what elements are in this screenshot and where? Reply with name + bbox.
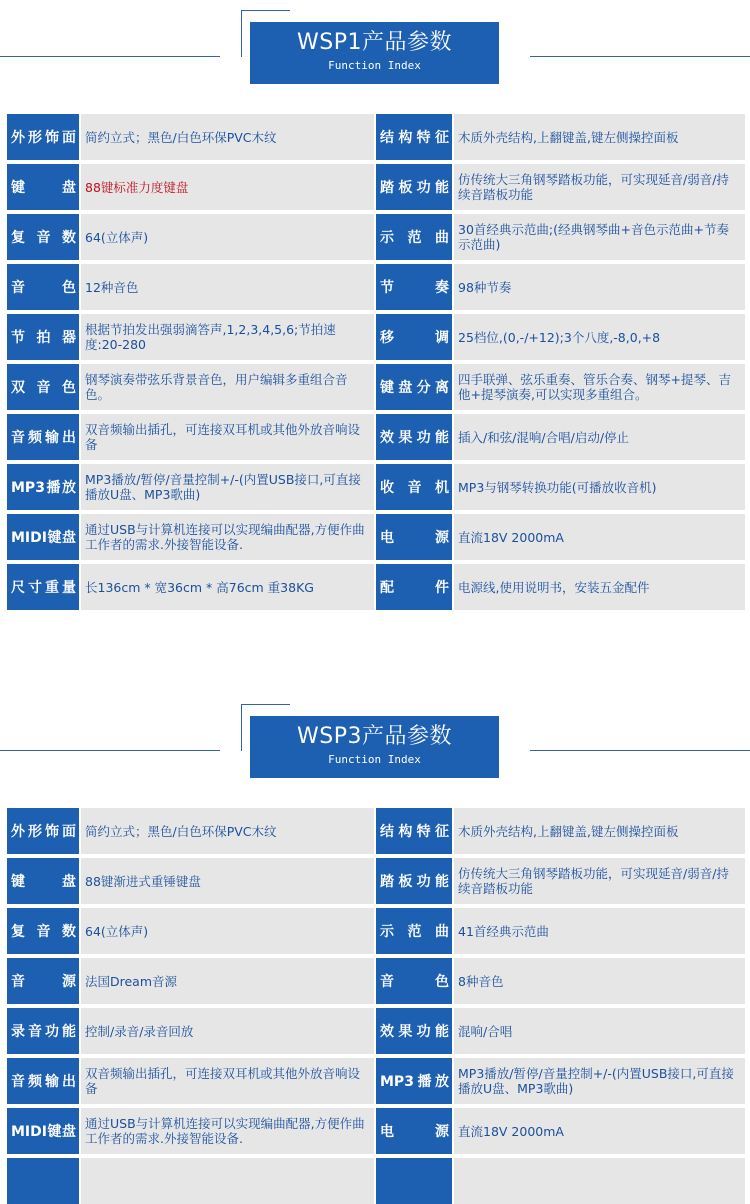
spec-label-text: MP3播放 bbox=[11, 480, 76, 496]
spec-label-text: MIDI键盘 bbox=[11, 530, 76, 546]
spec-label-text: 音色 bbox=[11, 280, 76, 296]
spec-value bbox=[454, 114, 745, 160]
spec-label bbox=[7, 414, 79, 460]
spec-value bbox=[454, 414, 745, 460]
spec-label-text: 节拍器 bbox=[11, 330, 76, 346]
spec-value bbox=[81, 908, 374, 954]
spec-value bbox=[81, 564, 374, 610]
spec-label bbox=[7, 808, 79, 854]
spec-label-text: 外形饰面 bbox=[11, 824, 76, 840]
spec-value-text: 双音频输出插孔，可连接双耳机或其他外放音响设备 bbox=[85, 422, 361, 452]
spec-row bbox=[7, 214, 745, 260]
spec-label-text: 示范曲 bbox=[380, 230, 449, 246]
spec-label-text: 复音数 bbox=[11, 924, 76, 940]
spec-label-text: 音频输出 bbox=[11, 430, 76, 446]
spec-label bbox=[7, 958, 79, 1004]
spec-row bbox=[7, 1058, 745, 1104]
spec-label bbox=[7, 1158, 79, 1204]
divider-line-right bbox=[530, 56, 750, 57]
spec-value-text: 简约立式；黑色/白色环保PVC木纹 bbox=[85, 823, 277, 839]
spec-row bbox=[7, 264, 745, 310]
spec-value bbox=[454, 858, 745, 904]
spec-value-text: 简约立式；黑色/白色环保PVC木纹 bbox=[85, 129, 277, 145]
spec-value-text: 30首经典示范曲;(经典钢琴曲+音色示范曲+节奏示范曲) bbox=[458, 222, 729, 252]
spec-value bbox=[454, 214, 745, 260]
spec-label bbox=[376, 908, 452, 954]
spec-label-text: 结构特征 bbox=[380, 130, 449, 146]
spec-label-text: 踏板功能 bbox=[380, 874, 449, 890]
spec-value bbox=[81, 858, 374, 904]
spec-value bbox=[81, 1058, 374, 1104]
spec-value bbox=[81, 314, 374, 360]
spec-row bbox=[7, 314, 745, 360]
spec-row bbox=[7, 958, 745, 1004]
spec-value-text: 98种节奏 bbox=[458, 279, 512, 295]
spec-label bbox=[376, 464, 452, 510]
spec-value bbox=[454, 808, 745, 854]
spec-row bbox=[7, 1108, 745, 1154]
spec-value bbox=[454, 514, 745, 560]
spec-label bbox=[376, 314, 452, 360]
spec-row bbox=[7, 564, 745, 610]
spec-value bbox=[454, 908, 745, 954]
spec-value bbox=[454, 958, 745, 1004]
spec-label bbox=[7, 1108, 79, 1154]
spec-label bbox=[7, 908, 79, 954]
spec-value-text: 通过USB与计算机连接可以实现编曲配器,方便作曲工作者的需求.外接智能设备. bbox=[85, 1116, 365, 1146]
spec-label bbox=[7, 564, 79, 610]
spec-label-text: 结构特征 bbox=[380, 824, 449, 840]
spec-value-text: 通过USB与计算机连接可以实现编曲配器,方便作曲工作者的需求.外接智能设备. bbox=[85, 522, 365, 552]
wsp3-title: WSP3产品参数 bbox=[297, 724, 452, 749]
spec-label-text: 电源 bbox=[380, 1124, 449, 1140]
spec-label bbox=[376, 514, 452, 560]
spec-label-text: 踏板功能 bbox=[380, 180, 449, 196]
spec-label bbox=[376, 164, 452, 210]
spec-value-text: MP3播放/暂停/音量控制+/-(内置USB接口,可直接播放U盘、MP3歌曲) bbox=[85, 472, 361, 502]
spec-label-text: 效果功能 bbox=[380, 1024, 449, 1040]
spec-label bbox=[7, 1058, 79, 1104]
spec-row bbox=[7, 414, 745, 460]
spec-value bbox=[81, 958, 374, 1004]
spec-label bbox=[376, 564, 452, 610]
spec-label bbox=[376, 1058, 452, 1104]
spec-label bbox=[7, 164, 79, 210]
spec-value-text: 木质外壳结构,上翻键盖,键左侧操控面板 bbox=[458, 129, 679, 145]
spec-value-text: 41首经典示范曲 bbox=[458, 923, 549, 939]
spec-value-text: 插入/和弦/混响/合唱/启动/停止 bbox=[458, 429, 630, 445]
spec-value-text: 电源线,使用说明书，安装五金配件 bbox=[458, 579, 650, 595]
spec-value-text: 仿传统大三角钢琴踏板功能，可实现延音/弱音/持续音踏板功能 bbox=[458, 866, 729, 896]
spec-value bbox=[454, 314, 745, 360]
spec-value-text: 木质外壳结构,上翻键盖,键左侧操控面板 bbox=[458, 823, 679, 839]
spec-value-text: 双音频输出插孔，可连接双耳机或其他外放音响设备 bbox=[85, 1066, 361, 1096]
spec-label bbox=[7, 1008, 79, 1054]
spec-value bbox=[81, 1158, 374, 1204]
spec-value-text: 四手联弹、弦乐重奏、管乐合奏、钢琴+提琴、吉他+提琴演奏,可以实现多重组合。 bbox=[458, 372, 731, 402]
spec-label bbox=[7, 858, 79, 904]
spec-value-text: MP3播放/暂停/音量控制+/-(内置USB接口,可直接播放U盘、MP3歌曲) bbox=[458, 1066, 734, 1096]
spec-row bbox=[7, 364, 745, 410]
spec-label bbox=[376, 414, 452, 460]
spec-label-text: 音源 bbox=[11, 974, 76, 990]
spec-value-text: 混响/合唱 bbox=[458, 1023, 513, 1039]
spec-label-text: 外形饰面 bbox=[11, 130, 76, 146]
spec-label-text: 尺寸重量 bbox=[11, 580, 76, 596]
spec-value-text: 8种音色 bbox=[458, 973, 504, 989]
spec-value bbox=[81, 1008, 374, 1054]
spec-value-text: 12种音色 bbox=[85, 279, 139, 295]
spec-value bbox=[81, 514, 374, 560]
spec-label bbox=[376, 1108, 452, 1154]
spec-value bbox=[81, 264, 374, 310]
spec-label bbox=[376, 264, 452, 310]
spec-value bbox=[454, 364, 745, 410]
spec-value bbox=[81, 414, 374, 460]
wsp1-title-box bbox=[250, 22, 499, 84]
spec-label bbox=[7, 264, 79, 310]
wsp1-subtitle: Function Index bbox=[328, 59, 421, 72]
spec-value bbox=[81, 1108, 374, 1154]
wsp3-title-box bbox=[250, 716, 499, 778]
spec-label-text: MP3播放 bbox=[380, 1074, 449, 1090]
spec-value-text: 法国Dream音源 bbox=[85, 973, 178, 989]
spec-row bbox=[7, 464, 745, 510]
spec-value-text: 控制/录音/录音回放 bbox=[85, 1023, 194, 1039]
spec-row bbox=[7, 1008, 745, 1054]
spec-row bbox=[7, 858, 745, 904]
spec-label bbox=[376, 858, 452, 904]
spec-label-text: 电源 bbox=[380, 530, 449, 546]
spec-value bbox=[81, 364, 374, 410]
spec-label-text: 录音功能 bbox=[11, 1024, 76, 1040]
divider-line-right bbox=[530, 750, 750, 751]
spec-label bbox=[7, 514, 79, 560]
spec-row bbox=[7, 908, 745, 954]
spec-label-text: 收音机 bbox=[380, 480, 449, 496]
spec-label-text: 节奏 bbox=[380, 280, 449, 296]
spec-value-text: 25档位,(0,-/+12);3个八度,-8,0,+8 bbox=[458, 329, 661, 345]
wsp3-section bbox=[0, 694, 750, 1146]
wsp1-section bbox=[0, 0, 750, 596]
spec-label-text: 键盘 bbox=[11, 874, 76, 890]
spec-label-text: 音色 bbox=[380, 974, 449, 990]
wsp3-subtitle: Function Index bbox=[328, 753, 421, 766]
spec-value-text: 88键渐进式重锤键盘 bbox=[85, 873, 201, 889]
spec-label bbox=[376, 1008, 452, 1054]
spec-label-text: 配件 bbox=[380, 580, 449, 596]
spec-value-text: 88键标准力度键盘 bbox=[85, 179, 189, 195]
spec-label bbox=[7, 214, 79, 260]
spec-value-text: MP3与钢琴转换功能(可播放收音机) bbox=[458, 479, 657, 495]
spec-value bbox=[81, 808, 374, 854]
spec-label-text: 音频输出 bbox=[11, 1074, 76, 1090]
spec-label-text: 示范曲 bbox=[380, 924, 449, 940]
spec-value-text: 根据节拍发出强弱滴答声,1,2,3,4,5,6;节拍速度:20-280 bbox=[85, 322, 336, 352]
spec-value-text: 长136cm * 宽36cm * 高76cm 重38KG bbox=[85, 579, 314, 595]
spec-value-text: 仿传统大三角钢琴踏板功能，可实现延音/弱音/持续音踏板功能 bbox=[458, 172, 729, 202]
spec-value bbox=[454, 564, 745, 610]
spec-label-text: 双音色 bbox=[11, 380, 76, 396]
spec-label bbox=[376, 958, 452, 1004]
spec-label-text: 效果功能 bbox=[380, 430, 449, 446]
spec-label-text: 移调 bbox=[380, 330, 449, 346]
spec-value-text: 直流18V 2000mA bbox=[458, 1123, 564, 1139]
spec-value-text: 钢琴演奏带弦乐背景音色，用户编辑多重组合音色。 bbox=[85, 372, 348, 402]
spec-value bbox=[454, 1008, 745, 1054]
spec-label-text: 键盘分离 bbox=[380, 380, 449, 396]
spec-value bbox=[81, 114, 374, 160]
spec-row bbox=[7, 808, 745, 854]
spec-label bbox=[376, 214, 452, 260]
spec-value bbox=[81, 464, 374, 510]
spec-value-text: 64(立体声) bbox=[85, 923, 149, 939]
spec-label bbox=[7, 114, 79, 160]
spec-row bbox=[7, 514, 745, 560]
spec-label bbox=[376, 1158, 452, 1204]
spec-value bbox=[454, 464, 745, 510]
spec-label bbox=[376, 808, 452, 854]
wsp1-header-banner bbox=[0, 0, 750, 100]
wsp1-title: WSP1产品参数 bbox=[297, 30, 452, 55]
spec-label-text: 键盘 bbox=[11, 180, 76, 196]
spec-value bbox=[454, 1108, 745, 1154]
spec-value-text: 64(立体声) bbox=[85, 229, 149, 245]
spec-label bbox=[376, 114, 452, 160]
spec-label bbox=[7, 364, 79, 410]
spec-value-text: 直流18V 2000mA bbox=[458, 529, 564, 545]
spec-row bbox=[7, 114, 745, 160]
wsp3-header-banner bbox=[0, 694, 750, 794]
spec-row bbox=[7, 164, 745, 210]
spec-value bbox=[81, 214, 374, 260]
spec-label bbox=[7, 464, 79, 510]
divider-line-left bbox=[0, 56, 220, 57]
spec-label bbox=[7, 314, 79, 360]
spec-value bbox=[454, 1058, 745, 1104]
spec-label bbox=[376, 364, 452, 410]
divider-line-left bbox=[0, 750, 220, 751]
spec-label-text: 复音数 bbox=[11, 230, 76, 246]
spec-value bbox=[454, 164, 745, 210]
spec-row bbox=[7, 1158, 745, 1204]
spec-label-text: MIDI键盘 bbox=[11, 1124, 76, 1140]
spec-value bbox=[454, 1158, 745, 1204]
spec-value bbox=[81, 164, 374, 210]
spec-value bbox=[454, 264, 745, 310]
